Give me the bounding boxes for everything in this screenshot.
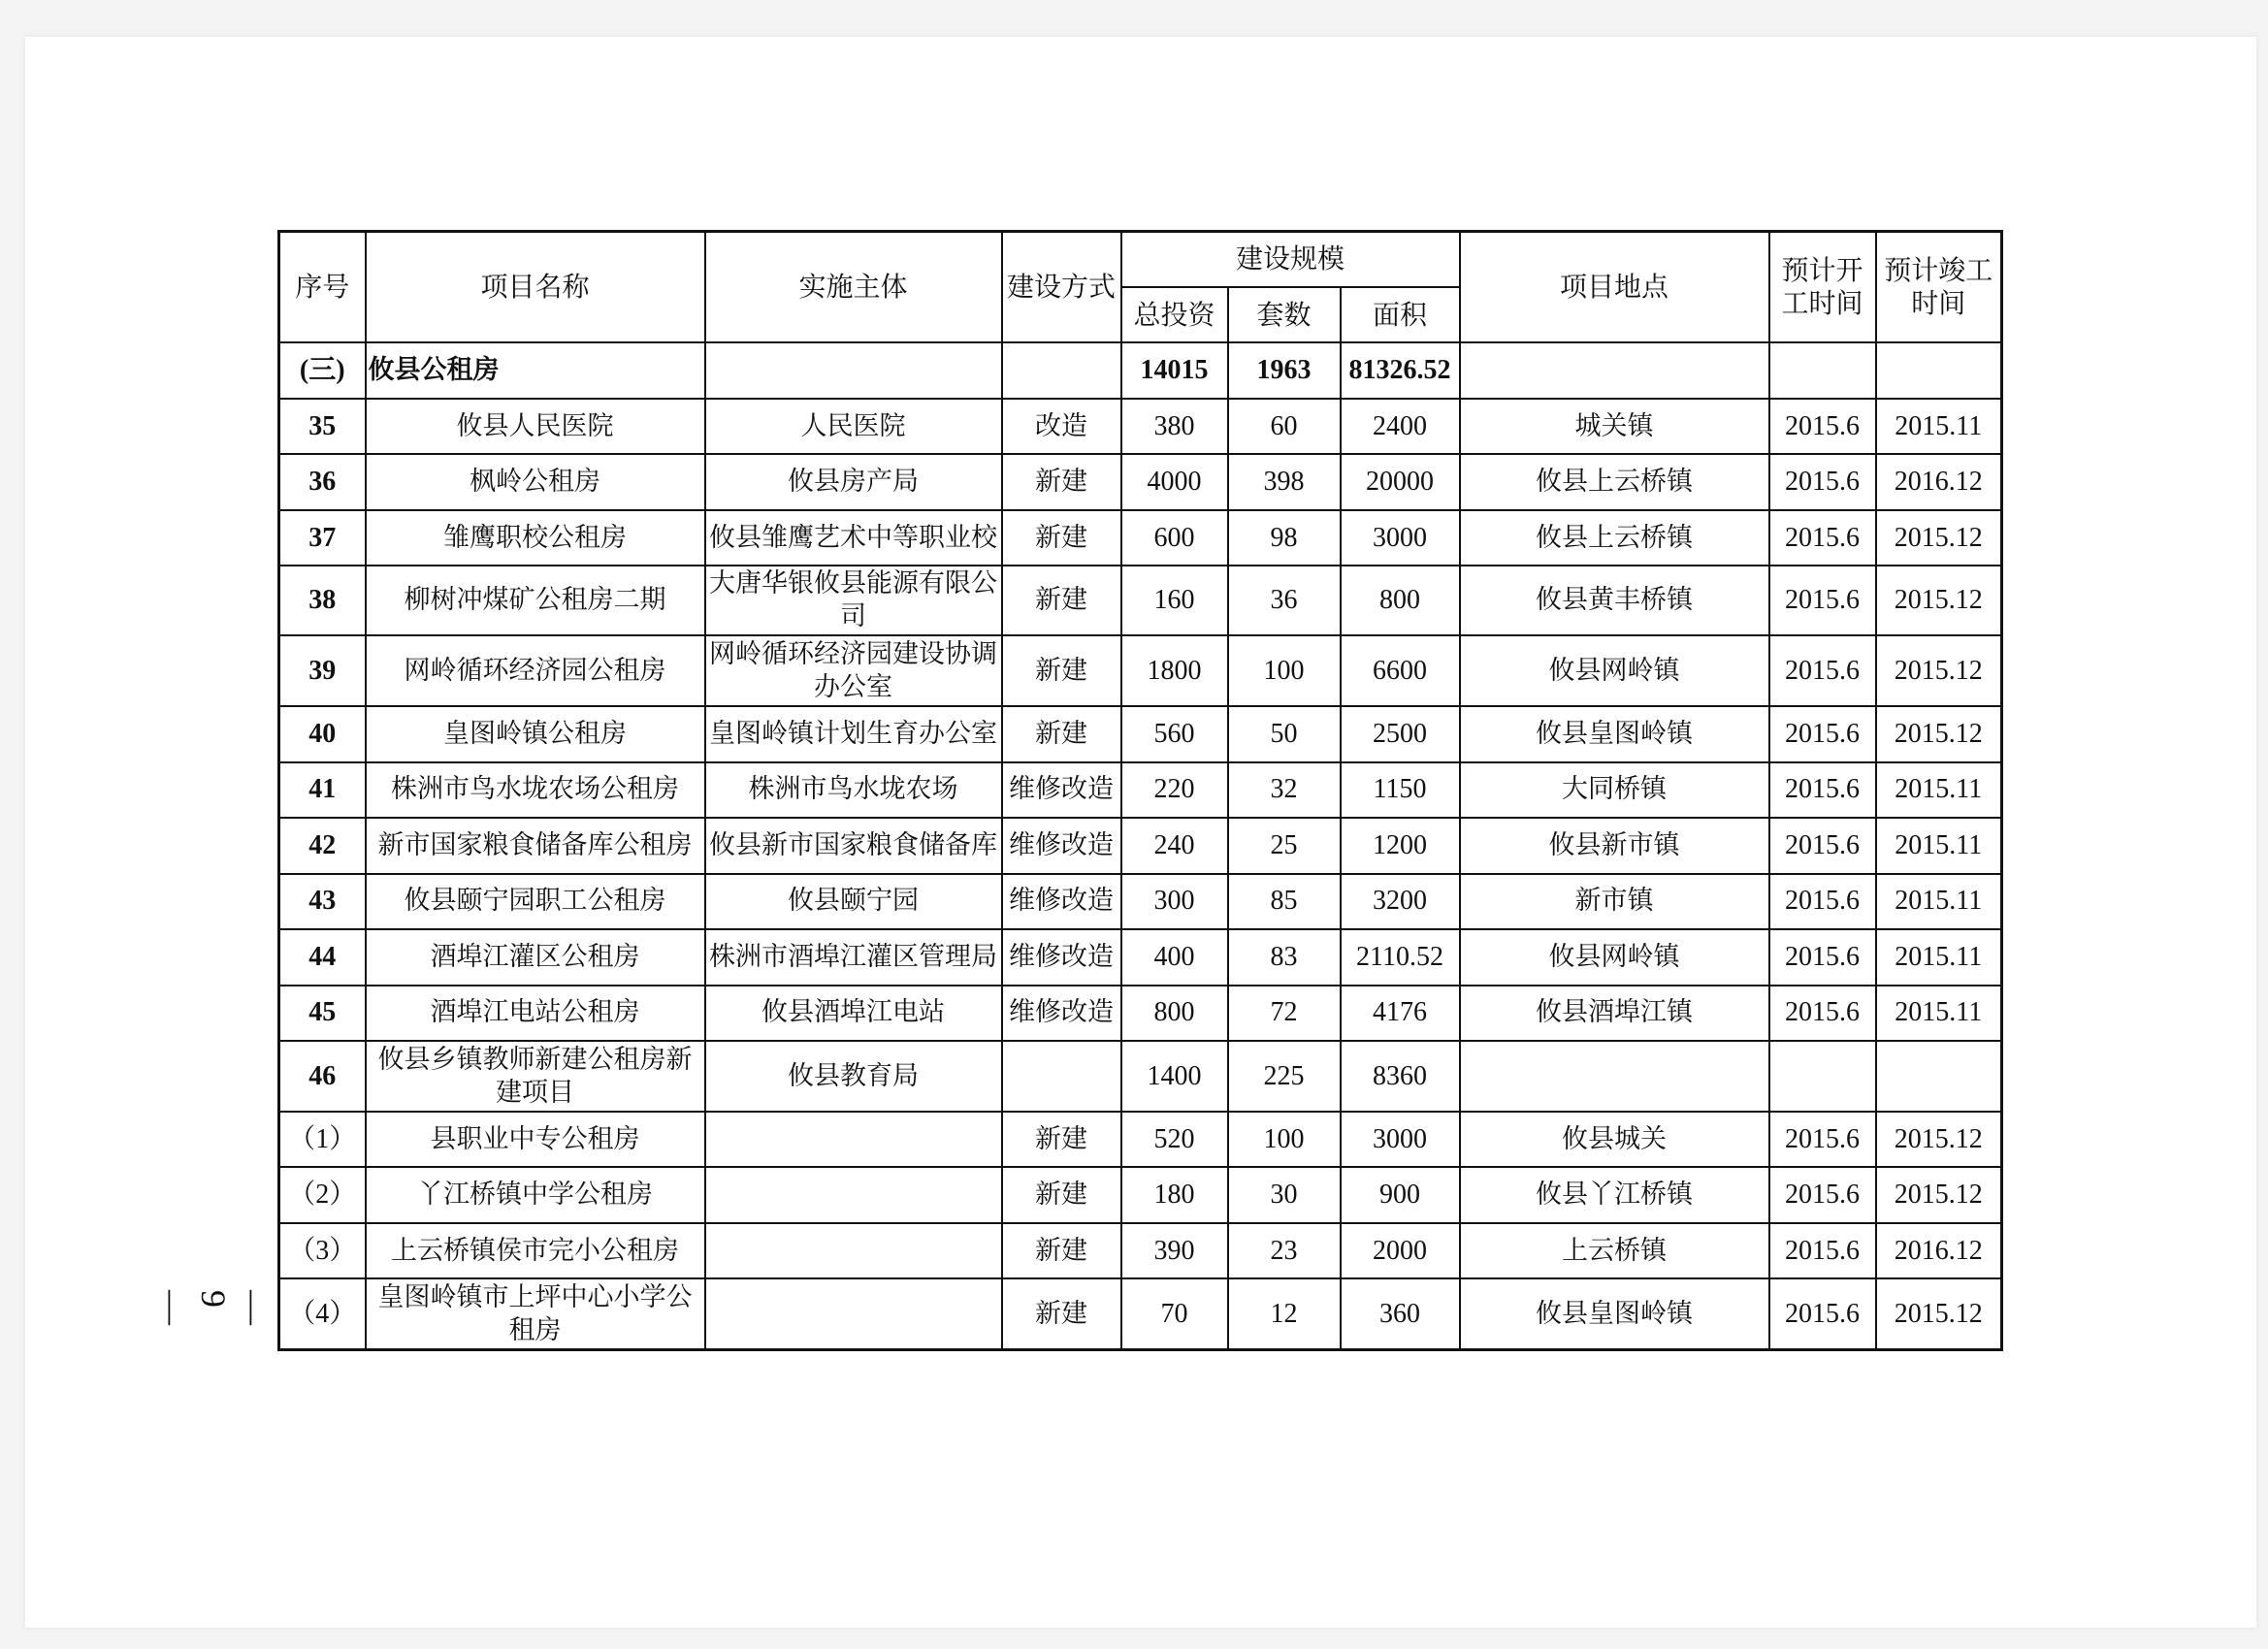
table-row <box>279 706 2002 761</box>
housing-projects-table <box>277 230 2003 1351</box>
cell-entity: 攸县新市国家粮食储备库 <box>705 818 1002 873</box>
cell-entity: 人民医院 <box>705 399 1002 454</box>
cell-investment: 520 <box>1121 1112 1228 1167</box>
cell-entity: 皇图岭镇计划生育办公室 <box>705 706 1002 761</box>
cell-units: 398 <box>1228 454 1341 509</box>
cell-area: 1150 <box>1341 762 1460 818</box>
cell-method <box>1002 342 1121 398</box>
cell-location: 大同桥镇 <box>1460 762 1769 818</box>
cell-finish <box>1876 342 2002 398</box>
cell-seq: 43 <box>279 874 366 929</box>
cell-seq: （3） <box>279 1223 366 1278</box>
cell-name: 株洲市鸟水垅农场公租房 <box>366 762 705 818</box>
cell-units: 100 <box>1228 635 1341 706</box>
cell-start: 2015.6 <box>1769 635 1876 706</box>
cell-units: 100 <box>1228 1112 1341 1167</box>
cell-investment: 70 <box>1121 1278 1228 1349</box>
cell-finish: 2015.11 <box>1876 399 2002 454</box>
cell-investment: 300 <box>1121 874 1228 929</box>
cell-entity <box>705 1278 1002 1349</box>
cell-seq: (三) <box>279 342 366 398</box>
cell-finish: 2015.12 <box>1876 635 2002 706</box>
cell-method: 新建 <box>1002 566 1121 635</box>
cell-start: 2015.6 <box>1769 399 1876 454</box>
cell-entity <box>705 342 1002 398</box>
table-row <box>279 1278 2002 1349</box>
cell-investment: 400 <box>1121 929 1228 985</box>
cell-location: 攸县酒埠江镇 <box>1460 986 1769 1041</box>
table-row <box>279 1112 2002 1167</box>
cell-location: 攸县网岭镇 <box>1460 929 1769 985</box>
cell-start: 2015.6 <box>1769 1278 1876 1349</box>
cell-area: 900 <box>1341 1167 1460 1222</box>
cell-entity <box>705 1167 1002 1222</box>
cell-name: 攸县公租房 <box>366 342 705 398</box>
cell-area: 81326.52 <box>1341 342 1460 398</box>
table-row <box>279 1041 2002 1112</box>
cell-finish: 2015.11 <box>1876 929 2002 985</box>
cell-start: 2015.6 <box>1769 1223 1876 1278</box>
cell-start: 2015.6 <box>1769 566 1876 635</box>
cell-seq: 44 <box>279 929 366 985</box>
cell-investment: 380 <box>1121 399 1228 454</box>
cell-start <box>1769 1041 1876 1112</box>
cell-area: 2400 <box>1341 399 1460 454</box>
cell-investment: 800 <box>1121 986 1228 1041</box>
cell-units: 72 <box>1228 986 1341 1041</box>
header-scale: 建设规模 <box>1121 232 1460 287</box>
table-row <box>279 818 2002 873</box>
cell-units: 1963 <box>1228 342 1341 398</box>
cell-entity: 株洲市鸟水垅农场 <box>705 762 1002 818</box>
cell-method: 维修改造 <box>1002 986 1121 1041</box>
table-row <box>279 566 2002 635</box>
cell-seq: 42 <box>279 818 366 873</box>
cell-seq: 35 <box>279 399 366 454</box>
cell-method: 新建 <box>1002 635 1121 706</box>
table-row <box>279 874 2002 929</box>
cell-investment: 1400 <box>1121 1041 1228 1112</box>
cell-location: 攸县上云桥镇 <box>1460 510 1769 566</box>
cell-finish <box>1876 1041 2002 1112</box>
cell-location: 攸县上云桥镇 <box>1460 454 1769 509</box>
table-row <box>279 635 2002 706</box>
cell-location: 攸县新市镇 <box>1460 818 1769 873</box>
cell-method: 新建 <box>1002 454 1121 509</box>
cell-name: 新市国家粮食储备库公租房 <box>366 818 705 873</box>
cell-name: 县职业中专公租房 <box>366 1112 705 1167</box>
cell-units: 25 <box>1228 818 1341 873</box>
cell-entity: 攸县教育局 <box>705 1041 1002 1112</box>
header-investment: 总投资 <box>1121 287 1228 343</box>
cell-finish: 2015.11 <box>1876 986 2002 1041</box>
cell-name: 攸县乡镇教师新建公租房新建项目 <box>366 1041 705 1112</box>
cell-area: 2000 <box>1341 1223 1460 1278</box>
cell-seq: 36 <box>279 454 366 509</box>
cell-investment: 1800 <box>1121 635 1228 706</box>
cell-location: 攸县皇图岭镇 <box>1460 1278 1769 1349</box>
cell-name: 皇图岭镇公租房 <box>366 706 705 761</box>
cell-method: 新建 <box>1002 1112 1121 1167</box>
header-method: 建设方式 <box>1002 232 1121 343</box>
cell-area: 360 <box>1341 1278 1460 1349</box>
cell-seq: 41 <box>279 762 366 818</box>
cell-units: 98 <box>1228 510 1341 566</box>
cell-method: 新建 <box>1002 510 1121 566</box>
header-seq: 序号 <box>279 232 366 343</box>
cell-investment: 600 <box>1121 510 1228 566</box>
cell-start: 2015.6 <box>1769 1112 1876 1167</box>
cell-name: 攸县人民医院 <box>366 399 705 454</box>
header-location: 项目地点 <box>1460 232 1769 343</box>
cell-seq: 38 <box>279 566 366 635</box>
cell-area: 8360 <box>1341 1041 1460 1112</box>
cell-method: 新建 <box>1002 1167 1121 1222</box>
cell-finish: 2015.12 <box>1876 1112 2002 1167</box>
cell-area: 20000 <box>1341 454 1460 509</box>
cell-method: 新建 <box>1002 1278 1121 1349</box>
cell-seq: 46 <box>279 1041 366 1112</box>
page-number: — 9 — <box>153 1290 274 1327</box>
header-name: 项目名称 <box>366 232 705 343</box>
cell-finish: 2015.12 <box>1876 566 2002 635</box>
cell-entity: 网岭循环经济园建设协调办公室 <box>705 635 1002 706</box>
cell-units: 36 <box>1228 566 1341 635</box>
cell-seq: 45 <box>279 986 366 1041</box>
cell-units: 50 <box>1228 706 1341 761</box>
table-section-row <box>279 342 2002 398</box>
cell-entity: 攸县颐宁园 <box>705 874 1002 929</box>
cell-entity: 攸县雏鹰艺术中等职业校 <box>705 510 1002 566</box>
cell-method: 维修改造 <box>1002 929 1121 985</box>
cell-units: 30 <box>1228 1167 1341 1222</box>
cell-investment: 240 <box>1121 818 1228 873</box>
cell-location: 城关镇 <box>1460 399 1769 454</box>
cell-location: 攸县黄丰桥镇 <box>1460 566 1769 635</box>
cell-method: 维修改造 <box>1002 874 1121 929</box>
cell-seq: 39 <box>279 635 366 706</box>
cell-units: 12 <box>1228 1278 1341 1349</box>
cell-seq: 40 <box>279 706 366 761</box>
cell-investment: 220 <box>1121 762 1228 818</box>
cell-start <box>1769 342 1876 398</box>
table-row <box>279 510 2002 566</box>
cell-name: 攸县颐宁园职工公租房 <box>366 874 705 929</box>
cell-finish: 2016.12 <box>1876 454 2002 509</box>
cell-start: 2015.6 <box>1769 986 1876 1041</box>
cell-name: 网岭循环经济园公租房 <box>366 635 705 706</box>
cell-location: 攸县皇图岭镇 <box>1460 706 1769 761</box>
cell-method: 维修改造 <box>1002 762 1121 818</box>
cell-investment: 180 <box>1121 1167 1228 1222</box>
cell-name: 上云桥镇侯市完小公租房 <box>366 1223 705 1278</box>
header-finish: 预计竣工时间 <box>1876 232 2002 343</box>
cell-method: 新建 <box>1002 706 1121 761</box>
header-units: 套数 <box>1228 287 1341 343</box>
table-row <box>279 986 2002 1041</box>
cell-location: 攸县丫江桥镇 <box>1460 1167 1769 1222</box>
cell-units: 32 <box>1228 762 1341 818</box>
cell-area: 1200 <box>1341 818 1460 873</box>
cell-start: 2015.6 <box>1769 874 1876 929</box>
cell-name: 酒埠江电站公租房 <box>366 986 705 1041</box>
cell-location <box>1460 1041 1769 1112</box>
cell-area: 3200 <box>1341 874 1460 929</box>
table-row <box>279 1223 2002 1278</box>
header-start: 预计开工时间 <box>1769 232 1876 343</box>
table-row <box>279 929 2002 985</box>
cell-name: 枫岭公租房 <box>366 454 705 509</box>
cell-area: 800 <box>1341 566 1460 635</box>
cell-method <box>1002 1041 1121 1112</box>
cell-start: 2015.6 <box>1769 706 1876 761</box>
table-row <box>279 399 2002 454</box>
table-row <box>279 454 2002 509</box>
cell-start: 2015.6 <box>1769 762 1876 818</box>
cell-investment: 390 <box>1121 1223 1228 1278</box>
cell-finish: 2015.12 <box>1876 510 2002 566</box>
cell-finish: 2015.11 <box>1876 762 2002 818</box>
cell-finish: 2015.12 <box>1876 706 2002 761</box>
cell-location: 攸县城关 <box>1460 1112 1769 1167</box>
cell-seq: （2） <box>279 1167 366 1222</box>
cell-area: 4176 <box>1341 986 1460 1041</box>
table-row <box>279 762 2002 818</box>
cell-finish: 2016.12 <box>1876 1223 2002 1278</box>
cell-area: 3000 <box>1341 510 1460 566</box>
cell-location: 攸县网岭镇 <box>1460 635 1769 706</box>
cell-finish: 2015.11 <box>1876 818 2002 873</box>
cell-units: 23 <box>1228 1223 1341 1278</box>
cell-location: 上云桥镇 <box>1460 1223 1769 1278</box>
cell-seq: 37 <box>279 510 366 566</box>
cell-start: 2015.6 <box>1769 818 1876 873</box>
cell-investment: 560 <box>1121 706 1228 761</box>
cell-name: 丫江桥镇中学公租房 <box>366 1167 705 1222</box>
cell-entity: 大唐华银攸县能源有限公司 <box>705 566 1002 635</box>
cell-method: 维修改造 <box>1002 818 1121 873</box>
cell-location <box>1460 342 1769 398</box>
cell-entity: 攸县酒埠江电站 <box>705 986 1002 1041</box>
cell-units: 85 <box>1228 874 1341 929</box>
cell-finish: 2015.12 <box>1876 1167 2002 1222</box>
header-area: 面积 <box>1341 287 1460 343</box>
cell-investment: 4000 <box>1121 454 1228 509</box>
cell-start: 2015.6 <box>1769 510 1876 566</box>
cell-location: 新市镇 <box>1460 874 1769 929</box>
cell-area: 3000 <box>1341 1112 1460 1167</box>
cell-finish: 2015.12 <box>1876 1278 2002 1349</box>
cell-start: 2015.6 <box>1769 1167 1876 1222</box>
cell-entity <box>705 1223 1002 1278</box>
cell-units: 60 <box>1228 399 1341 454</box>
cell-entity: 株洲市酒埠江灌区管理局 <box>705 929 1002 985</box>
cell-area: 6600 <box>1341 635 1460 706</box>
cell-start: 2015.6 <box>1769 454 1876 509</box>
cell-investment: 160 <box>1121 566 1228 635</box>
cell-name: 皇图岭镇市上坪中心小学公租房 <box>366 1278 705 1349</box>
cell-name: 酒埠江灌区公租房 <box>366 929 705 985</box>
cell-units: 83 <box>1228 929 1341 985</box>
cell-start: 2015.6 <box>1769 929 1876 985</box>
cell-method: 改造 <box>1002 399 1121 454</box>
table-row <box>279 1167 2002 1222</box>
cell-seq: （1） <box>279 1112 366 1167</box>
cell-area: 2110.52 <box>1341 929 1460 985</box>
cell-investment: 14015 <box>1121 342 1228 398</box>
cell-seq: （4） <box>279 1278 366 1349</box>
cell-name: 雏鹰职校公租房 <box>366 510 705 566</box>
cell-method: 新建 <box>1002 1223 1121 1278</box>
cell-entity: 攸县房产局 <box>705 454 1002 509</box>
header-entity: 实施主体 <box>705 232 1002 343</box>
cell-area: 2500 <box>1341 706 1460 761</box>
cell-entity <box>705 1112 1002 1167</box>
cell-finish: 2015.11 <box>1876 874 2002 929</box>
cell-units: 225 <box>1228 1041 1341 1112</box>
cell-name: 柳树冲煤矿公租房二期 <box>366 566 705 635</box>
